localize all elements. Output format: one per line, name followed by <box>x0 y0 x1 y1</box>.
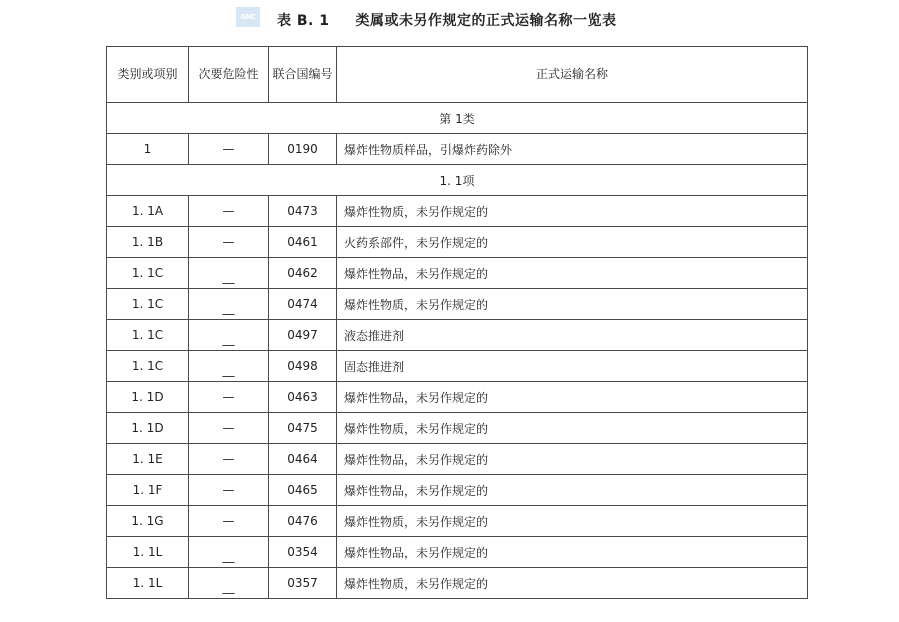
subsidiary-risk-cell <box>189 196 269 227</box>
shipping-name-cell: 爆炸性物质，未另作规定的 <box>337 196 808 227</box>
un-number-cell: 0463 <box>269 382 337 413</box>
table-row <box>107 382 808 413</box>
dash-mark: __ <box>222 270 235 284</box>
table-row <box>107 227 808 258</box>
table-row <box>107 475 808 506</box>
class-division-cell: 1 <box>107 134 189 165</box>
table-row <box>107 506 808 537</box>
dash-mark: — <box>222 483 235 497</box>
table-row <box>107 351 808 382</box>
un-number-cell: 0498 <box>269 351 337 382</box>
subsidiary-risk-cell <box>189 134 269 165</box>
un-number-cell: 0465 <box>269 475 337 506</box>
shipping-name-cell: 爆炸性物质样品，引爆炸药除外 <box>337 134 808 165</box>
header-un-number: 联合国编号 <box>269 47 337 103</box>
class-division-cell: 1. 1L <box>107 568 189 599</box>
un-number-cell: 0461 <box>269 227 337 258</box>
section-row <box>107 103 808 134</box>
table-row <box>107 568 808 599</box>
header-subsidiary-risk: 次要危险性 <box>189 47 269 103</box>
class-division-cell: 1. 1L <box>107 537 189 568</box>
class-division-cell: 1. 1C <box>107 320 189 351</box>
subsidiary-risk-cell <box>189 382 269 413</box>
class-division-cell: 1. 1C <box>107 289 189 320</box>
un-number-cell: 0190 <box>269 134 337 165</box>
shipping-name-cell: 爆炸性物质，未另作规定的 <box>337 413 808 444</box>
table-row <box>107 413 808 444</box>
subsidiary-risk-cell <box>189 258 269 289</box>
class-division-cell: 1. 1D <box>107 382 189 413</box>
table-number: 表 B. 1 <box>277 13 330 29</box>
subsidiary-risk-cell <box>189 475 269 506</box>
un-number-cell: 0476 <box>269 506 337 537</box>
dash-mark: __ <box>222 363 235 377</box>
shipping-name-cell: 爆炸性物品，未另作规定的 <box>337 382 808 413</box>
dash-mark: — <box>222 204 235 218</box>
un-number-cell: 0462 <box>269 258 337 289</box>
subsidiary-risk-cell <box>189 537 269 568</box>
un-number-cell: 0357 <box>269 568 337 599</box>
class-division-cell: 1. 1F <box>107 475 189 506</box>
shipping-name-cell: 爆炸性物质，未另作规定的 <box>337 568 808 599</box>
class-division-cell: 1. 1G <box>107 506 189 537</box>
dash-mark: __ <box>222 549 235 563</box>
un-number-cell: 0354 <box>269 537 337 568</box>
dash-mark: __ <box>222 301 235 315</box>
section-row <box>107 165 808 196</box>
table-title <box>277 10 616 30</box>
subsidiary-risk-cell <box>189 568 269 599</box>
table-header-row <box>107 47 808 103</box>
dash-mark: __ <box>222 580 235 594</box>
class-division-cell: 1. 1D <box>107 413 189 444</box>
un-number-cell: 0475 <box>269 413 337 444</box>
shipping-name-cell: 爆炸性物质，未另作规定的 <box>337 289 808 320</box>
section-label: 第 1类 <box>107 103 808 134</box>
subsidiary-risk-cell <box>189 413 269 444</box>
class-division-cell: 1. 1B <box>107 227 189 258</box>
shipping-name-cell: 液态推进剂 <box>337 320 808 351</box>
header-class-division: 类别或项别 <box>107 47 189 103</box>
table-row <box>107 320 808 351</box>
shipping-name-cell: 爆炸性物品，未另作规定的 <box>337 258 808 289</box>
subsidiary-risk-cell <box>189 506 269 537</box>
table-row <box>107 444 808 475</box>
class-division-cell: 1. 1A <box>107 196 189 227</box>
subsidiary-risk-cell <box>189 444 269 475</box>
table-row <box>107 196 808 227</box>
shipping-name-cell: 爆炸性物品，未另作规定的 <box>337 537 808 568</box>
table-row <box>107 289 808 320</box>
shipping-name-cell: 爆炸性物质，未另作规定的 <box>337 506 808 537</box>
table-body <box>107 103 808 599</box>
subsidiary-risk-cell <box>189 320 269 351</box>
un-number-cell: 0473 <box>269 196 337 227</box>
subsidiary-risk-cell <box>189 351 269 382</box>
shipping-name-table <box>106 46 808 599</box>
dash-mark: — <box>222 142 235 156</box>
class-division-cell: 1. 1C <box>107 258 189 289</box>
table-row <box>107 134 808 165</box>
un-number-cell: 0464 <box>269 444 337 475</box>
class-division-cell: 1. 1C <box>107 351 189 382</box>
shipping-name-cell: 爆炸性物品，未另作规定的 <box>337 444 808 475</box>
class-division-cell: 1. 1E <box>107 444 189 475</box>
dash-mark: — <box>222 235 235 249</box>
shipping-name-cell: 火药系部件，未另作规定的 <box>337 227 808 258</box>
header-proper-shipping-name: 正式运输名称 <box>337 47 808 103</box>
dash-mark: — <box>222 390 235 404</box>
un-number-cell: 0497 <box>269 320 337 351</box>
dash-mark: — <box>222 452 235 466</box>
un-number-cell: 0474 <box>269 289 337 320</box>
shipping-name-cell: 爆炸性物品，未另作规定的 <box>337 475 808 506</box>
dash-mark: __ <box>222 332 235 346</box>
dash-mark: — <box>222 514 235 528</box>
watermark-logo: GNC <box>236 7 260 27</box>
section-label: 1. 1项 <box>107 165 808 196</box>
shipping-name-cell: 固态推进剂 <box>337 351 808 382</box>
table-row <box>107 537 808 568</box>
table-title-text: 类属或未另作规定的正式运输名称一览表 <box>355 13 617 29</box>
dash-mark: — <box>222 421 235 435</box>
subsidiary-risk-cell <box>189 227 269 258</box>
subsidiary-risk-cell <box>189 289 269 320</box>
table-row <box>107 258 808 289</box>
